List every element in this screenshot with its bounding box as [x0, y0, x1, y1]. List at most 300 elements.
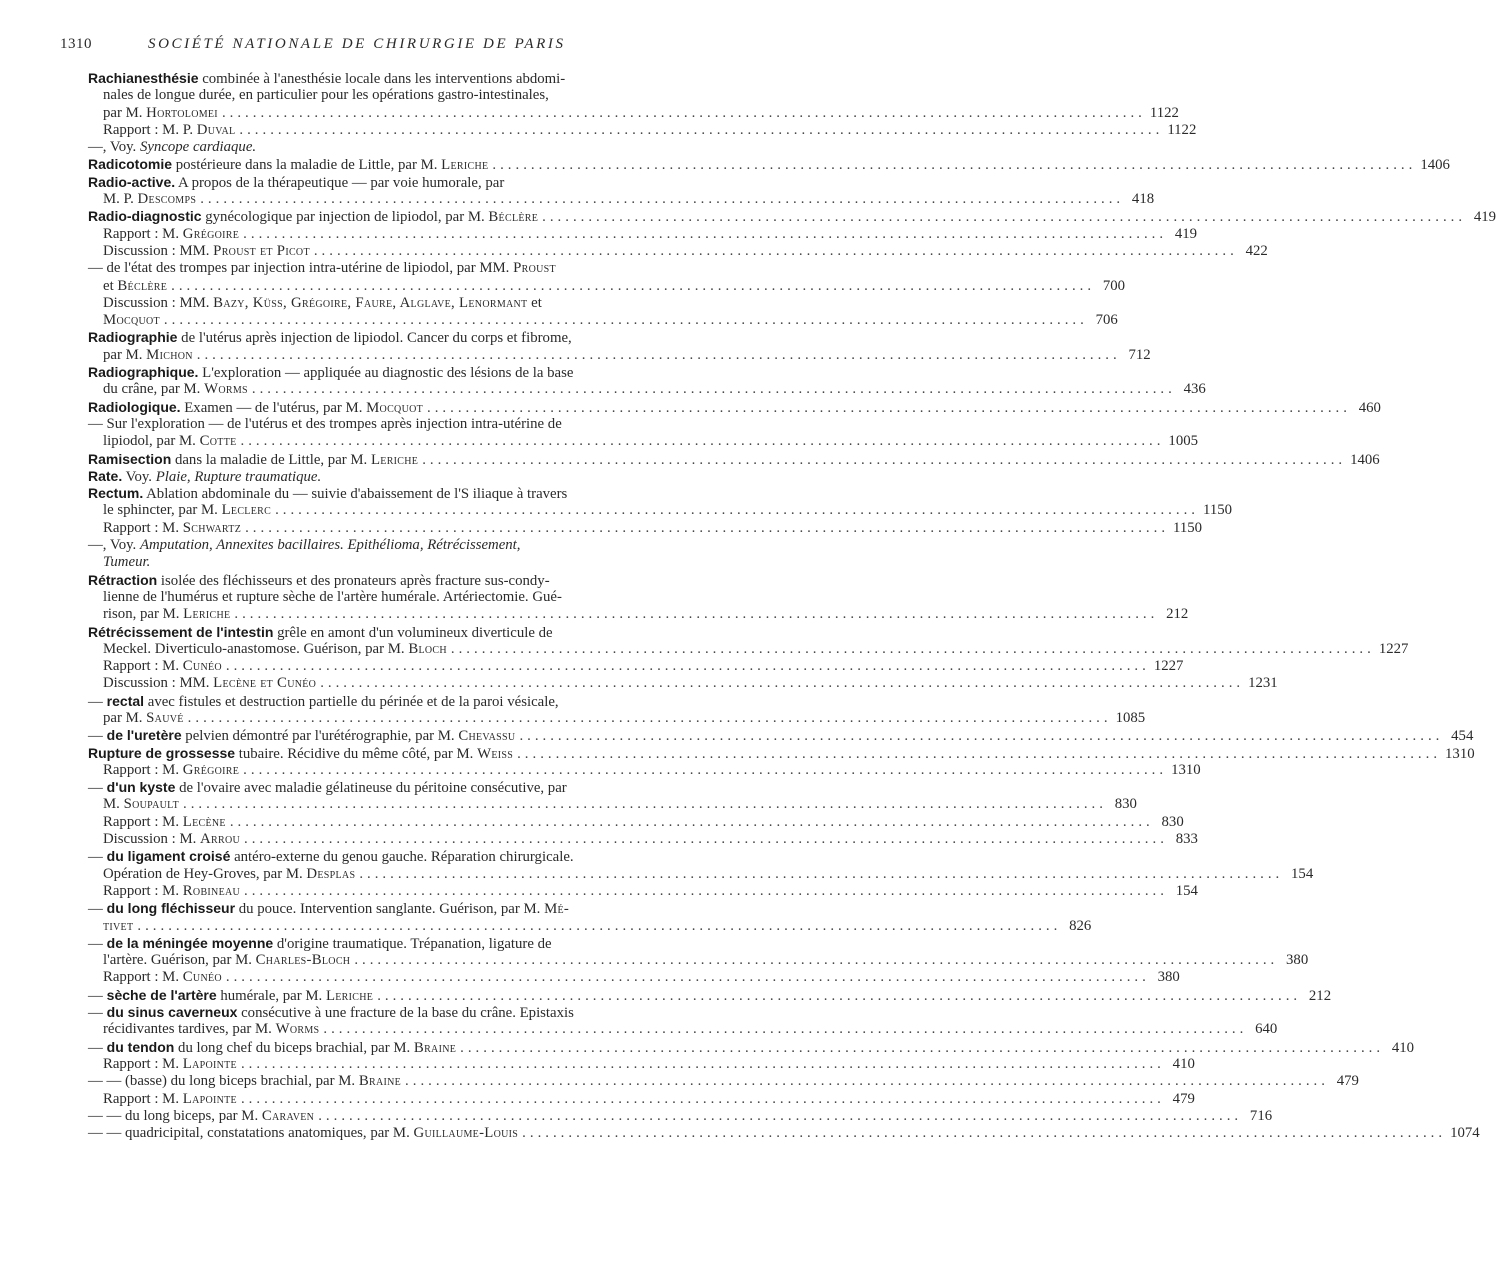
- page-reference: 436: [1183, 381, 1206, 398]
- page-reference: 830: [1114, 796, 1137, 813]
- author-name: Hortolomei: [146, 104, 218, 121]
- entry-dash: —: [88, 935, 103, 952]
- entry-text: Rapport : M.: [103, 1090, 183, 1107]
- entry-text: Ablation abdominale du — suivie d'abaissement de l'S iliaque à travers: [143, 486, 568, 503]
- author-name: Cunéo: [182, 969, 222, 986]
- line-text: [88, 156, 488, 174]
- leader-dots: ........................................................................................................................: [460, 1039, 1385, 1056]
- leader-dots: ........................................................................................................................: [243, 761, 1168, 778]
- line-text: [103, 295, 542, 311]
- entry-text: Voy.: [106, 537, 140, 554]
- entry-keyword: du sinus caverneux: [102, 1004, 238, 1021]
- entry-text: Rapport : M.: [103, 813, 183, 830]
- author-name: Grégoire: [182, 225, 240, 242]
- author-name: Braine: [413, 1039, 457, 1056]
- author-name: Cotte: [199, 433, 237, 450]
- index-line: [103, 191, 1155, 208]
- entry-keyword: Rétrécissement de l'intestin: [88, 623, 274, 640]
- entry-keyword: Rétraction: [88, 571, 158, 588]
- author-name: Soupault: [123, 796, 180, 813]
- entry-keyword: Ramisection: [88, 450, 172, 467]
- line-text: [88, 451, 418, 469]
- line-text: [103, 589, 562, 605]
- leader-dots: ........................................................................................................................: [187, 709, 1112, 726]
- entry-text: rison, par M.: [103, 606, 184, 623]
- page-reference: 640: [1255, 1021, 1278, 1038]
- index-line: [103, 675, 1278, 692]
- entry-dash: —: [88, 987, 103, 1004]
- page-number: 1310: [60, 36, 92, 52]
- index-line: [88, 572, 714, 589]
- entry-text: lipiodol, par M.: [103, 433, 200, 450]
- entry-text: nales de longue durée, en particulier pour les opérations gastro-intestinales,: [103, 87, 549, 104]
- entry-dash: — —: [88, 1073, 122, 1090]
- line-text: [88, 849, 574, 865]
- index-line: [88, 1073, 1359, 1090]
- index-line: [88, 624, 714, 641]
- leader-dots: ........................................................................................................................: [239, 121, 1164, 138]
- author-name: Braine: [358, 1073, 402, 1090]
- entry-dash: —: [88, 1039, 103, 1056]
- see-also-reference: Amputation, Annexites bacillaires. Epithélioma, Rétrécissement,: [139, 537, 521, 554]
- page-reference: 830: [1161, 813, 1184, 830]
- author-name: Mé-: [544, 901, 570, 918]
- index-line: [103, 554, 714, 571]
- line-text: [88, 780, 567, 796]
- entry-text: Rapport : M.: [103, 519, 183, 536]
- entry-keyword: Radiographique.: [88, 364, 199, 381]
- author-name: Lapointe: [182, 1090, 237, 1107]
- author-name: Descomps: [137, 191, 197, 208]
- line-text: [88, 1125, 518, 1142]
- index-line: [103, 606, 1189, 623]
- leader-dots: ........................................................................................................................: [377, 987, 1302, 1004]
- leader-dots: ........................................................................................................................: [522, 1125, 1447, 1142]
- index-line: [103, 969, 1180, 986]
- author-name: tivet: [103, 917, 134, 934]
- index-line: [88, 744, 1475, 762]
- leader-dots: ........................................................................................................................: [245, 519, 1170, 536]
- index-line: [88, 986, 1332, 1004]
- line-text: [103, 243, 310, 260]
- leader-dots: ........................................................................................................................: [171, 277, 1096, 294]
- line-text: [103, 969, 222, 986]
- entry-text: et: [527, 294, 542, 311]
- index-line: [103, 658, 1184, 675]
- author-name: Guillaume-Louis: [413, 1125, 519, 1142]
- page-reference: 410: [1391, 1039, 1415, 1056]
- author-name: Schwartz: [182, 519, 242, 536]
- line-text: [103, 710, 184, 727]
- entry-text: Meckel. Diverticulo-anastomose. Guérison, par M.: [103, 640, 409, 657]
- leader-dots: ........................................................................................................................: [200, 191, 1125, 208]
- line-text: [103, 122, 235, 139]
- line-text: [88, 469, 321, 485]
- index-line: [88, 156, 1450, 174]
- entry-dash: —,: [88, 139, 107, 156]
- index-line: [88, 1004, 714, 1021]
- author-name: Bazy, Küss, Grégoire, Faure, Alglave, Lenormant: [213, 294, 528, 311]
- author-name: Robineau: [182, 882, 241, 899]
- page-reference: 826: [1069, 917, 1092, 934]
- page-reference: 706: [1095, 312, 1118, 329]
- entry-text: Examen — de l'utérus, par M.: [180, 399, 367, 416]
- entry-dash: — —: [88, 1125, 122, 1142]
- index-line: [103, 813, 1184, 831]
- entry-text: Voy.: [122, 468, 156, 485]
- line-text: [88, 175, 504, 191]
- index-line: [103, 502, 1233, 519]
- index-line: [88, 208, 1496, 226]
- page-reference: 1122: [1149, 104, 1179, 121]
- entry-text: combinée à l'anesthésie locale dans les interventions abdomi-: [198, 71, 566, 87]
- leader-dots: ........................................................................................................................: [240, 1055, 1165, 1072]
- entry-text: A propos de la thérapeutique — par voie humorale, par: [175, 174, 505, 191]
- entry-text: Rapport : M. P.: [103, 121, 197, 138]
- author-name: Leriche: [183, 606, 231, 623]
- entry-text: de l'état des trompes par injection intra-utérine de lipiodol, par MM.: [102, 260, 514, 277]
- index-line: [88, 139, 714, 156]
- entry-keyword: Radio-active.: [88, 173, 176, 190]
- author-name: Grégoire: [182, 761, 240, 778]
- index-line: [103, 831, 1198, 848]
- entry-keyword: du long fléchisseur: [102, 900, 236, 917]
- author-name: Worms: [275, 1021, 320, 1038]
- leader-dots: ........................................................................................................................: [517, 745, 1442, 762]
- page-reference: 212: [1308, 987, 1332, 1004]
- entry-dash: —: [88, 1005, 103, 1022]
- page-reference: 712: [1128, 346, 1151, 363]
- index-line: [88, 1038, 1415, 1056]
- leader-dots: ........................................................................................................................: [359, 865, 1284, 882]
- leader-dots: ........................................................................................................................: [183, 796, 1107, 813]
- entry-dash: —: [88, 415, 103, 432]
- author-name: Weiss: [477, 745, 514, 762]
- entry-text: et: [103, 277, 118, 294]
- entry-text: Rapport : M.: [103, 882, 183, 899]
- entry-text: (basse) du long biceps brachial, par M.: [121, 1073, 359, 1090]
- index-line: [103, 952, 1309, 969]
- leader-dots: ........................................................................................................................: [354, 952, 1279, 969]
- leader-dots: ........................................................................................................................: [240, 433, 1165, 450]
- page-reference: 1085: [1115, 709, 1146, 726]
- line-text: [103, 918, 133, 935]
- index-line: [103, 381, 1206, 398]
- index-line: [103, 242, 1268, 260]
- entry-keyword: Rectum.: [88, 485, 144, 502]
- leader-dots: ........................................................................................................................: [243, 225, 1168, 242]
- index-line: [103, 882, 1198, 900]
- index-line: [88, 364, 714, 381]
- page-reference: 1310: [1445, 745, 1475, 762]
- page-reference: 418: [1131, 191, 1155, 208]
- leader-dots: ........................................................................................................................: [221, 104, 1146, 121]
- index-line: [103, 312, 1118, 329]
- entry-keyword: d'un kyste: [102, 779, 176, 796]
- leader-dots: ........................................................................................................................: [422, 451, 1347, 468]
- entry-text: postérieure dans la maladie de Little, par M.: [172, 157, 442, 174]
- line-text: [103, 762, 239, 779]
- entry-text: Rapport : M.: [103, 969, 183, 986]
- line-text: [88, 416, 562, 432]
- entry-text: par M.: [103, 346, 147, 363]
- entry-dash: —: [88, 260, 103, 277]
- page-reference: 833: [1175, 831, 1198, 848]
- entry-keyword: Radio-diagnostic: [88, 208, 202, 225]
- author-name: Bloch: [408, 640, 447, 657]
- leader-dots: ........................................................................................................................: [244, 882, 1168, 899]
- page-reference: 419: [1174, 225, 1198, 242]
- line-text: [103, 814, 226, 831]
- index-line: [88, 174, 714, 191]
- index-line: [88, 485, 714, 502]
- index-line: [88, 70, 714, 87]
- line-text: [88, 694, 559, 710]
- index-line: [88, 398, 1381, 416]
- line-text: [88, 365, 573, 381]
- index-line: [88, 779, 714, 796]
- entry-text: d'origine traumatique. Trépanation, ligature de: [273, 935, 552, 952]
- leader-dots: ........................................................................................................................: [163, 312, 1088, 329]
- index-line: [103, 796, 1137, 813]
- leader-dots: ........................................................................................................................: [251, 381, 1176, 398]
- entry-dash: —,: [88, 537, 107, 554]
- page-reference: 154: [1291, 865, 1314, 882]
- index-line: [88, 727, 1474, 745]
- line-text: [88, 260, 556, 276]
- page-reference: 716: [1249, 1107, 1273, 1124]
- entry-keyword: Radiologique.: [88, 398, 181, 415]
- index-line: [88, 935, 714, 952]
- author-name: Arrou: [200, 831, 240, 848]
- entry-text: par M.: [103, 104, 147, 121]
- line-text: [103, 381, 248, 398]
- author-name: Lecène: [182, 813, 226, 830]
- page-reference: 410: [1172, 1055, 1195, 1072]
- index-line: [88, 260, 714, 277]
- line-text: [103, 105, 218, 122]
- entry-text: l'artère. Guérison, par M.: [103, 952, 256, 969]
- index-line: [103, 1021, 1278, 1038]
- author-name: Sauvé: [146, 709, 184, 726]
- entry-text: dans la maladie de Little, par M.: [171, 451, 371, 468]
- entry-text: par M.: [103, 709, 147, 726]
- line-text: [103, 1021, 319, 1038]
- entry-text: du pouce. Intervention sanglante. Guérison, par M.: [235, 901, 545, 918]
- line-text: [103, 278, 167, 295]
- page-header: [60, 36, 740, 60]
- see-also-reference: Plaie, Rupture traumatique.: [155, 468, 322, 485]
- index-line: [88, 693, 714, 710]
- entry-dash: —: [88, 780, 103, 797]
- leader-dots: ........................................................................................................................: [225, 969, 1150, 986]
- entry-text: Discussion : M.: [103, 831, 201, 848]
- line-text: [88, 573, 550, 589]
- entry-text: Sur l'exploration — de l'utérus et des trompes après injection intra-utérine de: [102, 415, 562, 432]
- page-reference: 419: [1473, 209, 1496, 226]
- line-text: [88, 1039, 456, 1057]
- line-text: [103, 831, 240, 848]
- page-reference: 1406: [1350, 451, 1380, 468]
- line-text: [88, 537, 521, 553]
- running-title: SOCIÉTÉ NATIONALE DE CHIRURGIE DE PARIS: [148, 36, 566, 52]
- index-line: [88, 1107, 1273, 1125]
- line-text: [103, 312, 160, 329]
- entry-keyword: de l'uretère: [102, 727, 182, 744]
- page-reference: 1074: [1450, 1125, 1480, 1142]
- page-reference: 1005: [1168, 433, 1199, 450]
- entry-text: humérale, par M.: [216, 987, 326, 1004]
- line-text: [103, 866, 355, 883]
- entry-text: le sphincter, par M.: [103, 502, 222, 519]
- leader-dots: ........................................................................................................................: [323, 1021, 1248, 1038]
- entry-dash: —: [88, 693, 103, 710]
- page-reference: 479: [1336, 1073, 1359, 1090]
- entry-keyword: de la méningée moyenne: [102, 934, 274, 951]
- page-reference: 479: [1172, 1090, 1195, 1107]
- page-reference: 422: [1245, 242, 1268, 259]
- author-name: Desplas: [306, 865, 356, 882]
- page-reference: 380: [1157, 969, 1180, 986]
- line-text: [88, 1108, 314, 1125]
- page-reference: 1310: [1171, 761, 1201, 778]
- line-text: [103, 675, 316, 692]
- entry-text: gynécologique par injection de lipiodol, par M.: [201, 209, 489, 226]
- line-text: [88, 936, 552, 952]
- index-entries: [88, 70, 1496, 1142]
- index-line: [103, 277, 1126, 295]
- entry-text: M. P.: [103, 191, 138, 208]
- entry-text: Voy.: [106, 139, 140, 156]
- index-line: [103, 433, 1199, 450]
- index-line: [103, 709, 1146, 727]
- index-line: [103, 640, 1409, 658]
- line-text: [88, 330, 572, 346]
- entry-keyword: Radicotomie: [88, 156, 173, 173]
- line-text: [88, 208, 538, 226]
- entry-text: grêle en amont d'un volumineux diverticule de: [273, 624, 553, 641]
- line-text: [103, 520, 241, 537]
- author-name: Michon: [146, 346, 193, 363]
- entry-text: tubaire. Récidive du même côté, par M.: [235, 745, 478, 762]
- line-text: [88, 901, 569, 917]
- see-also-reference: Tumeur.: [103, 554, 151, 571]
- entry-text: antéro-externe du genou gauche. Réparation chirurgicale.: [230, 849, 574, 866]
- author-name: Leriche: [370, 451, 419, 468]
- entry-keyword: Rate.: [88, 467, 123, 484]
- index-line: [103, 519, 1203, 537]
- page-reference: 1406: [1420, 157, 1450, 174]
- line-text: [88, 745, 513, 763]
- leader-dots: ........................................................................................................................: [313, 242, 1238, 259]
- entry-text: lienne de l'humérus et rupture sèche de l'artère humérale. Artériectomie. Gué-: [103, 588, 562, 605]
- entry-text: Rapport : M.: [103, 761, 183, 778]
- author-name: Proust: [513, 260, 556, 277]
- entry-text: du long biceps, par M.: [121, 1107, 262, 1124]
- entry-text: M.: [103, 796, 124, 813]
- page-reference: 454: [1451, 728, 1474, 745]
- index-line: [88, 848, 714, 865]
- entry-text: de l'utérus après injection de lipiodol. Cancer du corps et fibrome,: [177, 330, 572, 347]
- author-name: Caraven: [261, 1107, 315, 1124]
- leader-dots: ........................................................................................................................: [492, 157, 1417, 174]
- author-name: Duval: [196, 121, 236, 138]
- entry-keyword: rectal: [102, 692, 145, 709]
- author-name: Cunéo: [182, 658, 222, 675]
- line-text: [88, 399, 423, 417]
- entry-text: L'exploration — appliquée au diagnostic des lésions de la base: [198, 365, 574, 382]
- leader-dots: ........................................................................................................................: [275, 502, 1199, 519]
- line-text: [88, 486, 567, 502]
- line-text: [103, 1091, 237, 1108]
- page-reference: 700: [1102, 277, 1126, 294]
- leader-dots: ........................................................................................................................: [225, 658, 1150, 675]
- page-reference: 1150: [1173, 519, 1203, 536]
- entry-text: pelvien démontré par l'urétérographie, par M.: [181, 728, 459, 745]
- leader-dots: ........................................................................................................................: [196, 346, 1121, 363]
- line-text: [103, 226, 239, 243]
- page-reference: 460: [1358, 399, 1381, 416]
- entry-dash: —: [88, 901, 103, 918]
- entry-text: du crâne, par M.: [103, 381, 205, 398]
- leader-dots: ........................................................................................................................: [137, 917, 1062, 934]
- page-reference: 1231: [1248, 675, 1278, 692]
- line-text: [103, 87, 549, 103]
- leader-dots: ........................................................................................................................: [450, 640, 1375, 657]
- leader-dots: ........................................................................................................................: [320, 675, 1245, 692]
- index-line: [88, 416, 714, 433]
- page-reference: 212: [1166, 606, 1189, 623]
- index-line: [103, 225, 1198, 243]
- line-text: [88, 625, 553, 641]
- author-name: Lecène et Cunéo: [213, 675, 317, 692]
- entry-text: Rapport : M.: [103, 658, 183, 675]
- entry-keyword: Radiographie: [88, 329, 178, 346]
- leader-dots: ........................................................................................................................: [318, 1107, 1243, 1124]
- line-text: [103, 952, 350, 969]
- index-line: [88, 900, 714, 917]
- author-name: Leclerc: [221, 502, 272, 519]
- index-line: [103, 87, 714, 104]
- author-name: Mocquot: [366, 399, 424, 416]
- line-text: [88, 71, 565, 87]
- line-text: [103, 191, 196, 208]
- entry-dash: — —: [88, 1107, 122, 1124]
- page-reference: 380: [1286, 952, 1309, 969]
- leader-dots: ........................................................................................................................: [542, 209, 1467, 226]
- line-text: [88, 727, 515, 745]
- entry-text: du long chef du biceps brachial, par M.: [174, 1039, 414, 1056]
- entry-text: Opération de Hey-Groves, par M.: [103, 865, 307, 882]
- entry-keyword: Rachianesthésie: [88, 70, 199, 86]
- line-text: [88, 139, 256, 155]
- author-name: Béclère: [117, 277, 168, 294]
- line-text: [103, 641, 447, 658]
- entry-text: consécutive à une fracture de la base du crâne. Epistaxis: [237, 1005, 574, 1022]
- leader-dots: ........................................................................................................................: [240, 1090, 1165, 1107]
- entry-text: Discussion : MM.: [103, 294, 214, 311]
- entry-keyword: du tendon: [102, 1038, 175, 1055]
- index-line: [88, 450, 1380, 468]
- line-text: [88, 1073, 401, 1090]
- line-text: [103, 606, 230, 623]
- entry-keyword: du ligament croisé: [102, 848, 231, 865]
- index-line: [103, 121, 1197, 139]
- page-reference: 1227: [1153, 658, 1184, 675]
- line-text: [103, 796, 179, 813]
- line-text: [103, 433, 237, 450]
- line-text: [103, 347, 193, 364]
